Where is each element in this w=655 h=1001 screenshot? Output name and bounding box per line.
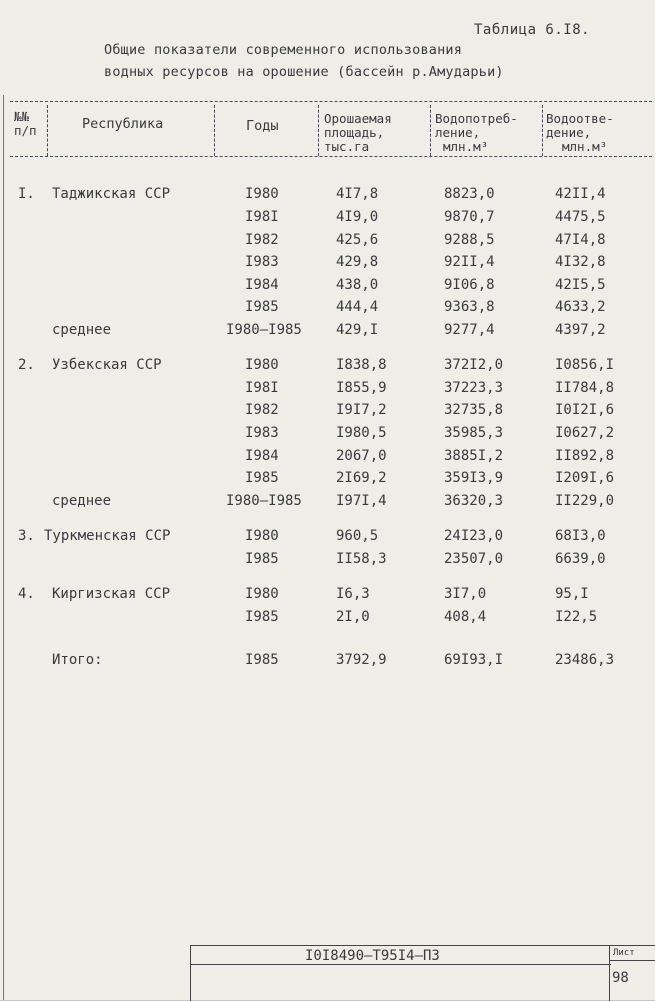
cell-num: 3. <box>18 528 35 544</box>
header-republic: Республика <box>82 116 164 132</box>
cell-drainage: 4633,2 <box>555 299 606 315</box>
cell-year: I980–I985 <box>226 493 302 509</box>
cell-consumption: 35985,3 <box>444 425 504 441</box>
cell-num: I. <box>18 186 35 202</box>
cell-year: I984 <box>245 448 279 464</box>
header-separator <box>542 105 543 156</box>
cell-consumption: 36320,3 <box>444 493 504 509</box>
header-bottom-rule <box>10 156 652 157</box>
header-drainage-line1: Водоотве- <box>546 111 614 126</box>
cell-area: I97I,4 <box>336 493 387 509</box>
cell-area: 4I9,0 <box>336 209 379 225</box>
cell-drainage: I0I2I,6 <box>555 402 615 418</box>
cell-area: 3792,9 <box>336 652 387 668</box>
cell-area: 2I69,2 <box>336 470 387 486</box>
header-consumption-line2: ление, <box>435 125 481 140</box>
cell-year: I980 <box>245 528 279 544</box>
cell-consumption: 9I06,8 <box>444 277 495 293</box>
header-years: Годы <box>246 118 279 134</box>
cell-republic: Итого: <box>52 652 103 668</box>
cell-year: I98I <box>245 209 279 225</box>
cell-area: 429,I <box>336 322 379 338</box>
header-num-line2: п/п <box>14 123 37 138</box>
cell-drainage: II784,8 <box>555 380 615 396</box>
sheet-number: 98 <box>612 970 629 986</box>
cell-consumption: 32735,8 <box>444 402 504 418</box>
cell-republic: Узбекская ССР <box>52 357 162 373</box>
cell-area: I9I7,2 <box>336 402 387 418</box>
cell-drainage: 6639,0 <box>555 551 606 567</box>
header-consumption-line1: Водопотреб- <box>435 111 518 126</box>
cell-drainage: 95,I <box>555 586 589 602</box>
cell-area: I980,5 <box>336 425 387 441</box>
cell-area: 2I,0 <box>336 609 370 625</box>
header-num-line1: №№ <box>14 109 30 124</box>
cell-year: I985 <box>245 652 279 668</box>
cell-drainage: II892,8 <box>555 448 615 464</box>
cell-drainage: 4475,5 <box>555 209 606 225</box>
cell-consumption: 8823,0 <box>444 186 495 202</box>
cell-year: I985 <box>245 551 279 567</box>
cell-republic: среднее <box>52 493 112 509</box>
cell-consumption: 9288,5 <box>444 232 495 248</box>
cell-area: II58,3 <box>336 551 387 567</box>
cell-consumption: 69I93,I <box>444 652 504 668</box>
cell-year: I980 <box>245 186 279 202</box>
cell-year: I984 <box>245 277 279 293</box>
cell-year: I983 <box>245 425 279 441</box>
cell-consumption: 3I7,0 <box>444 586 487 602</box>
cell-consumption: 37223,3 <box>444 380 504 396</box>
cell-consumption: 3885I,2 <box>444 448 504 464</box>
frame-border-left <box>3 95 4 1000</box>
cell-consumption: 9277,4 <box>444 322 495 338</box>
cell-consumption: 9870,7 <box>444 209 495 225</box>
cell-consumption: 92II,4 <box>444 254 495 270</box>
cell-area: 425,6 <box>336 232 379 248</box>
cell-consumption: 359I3,9 <box>444 470 504 486</box>
cell-year: I980 <box>245 357 279 373</box>
sheet-label: Лист <box>613 948 635 958</box>
cell-consumption: 23507,0 <box>444 551 504 567</box>
title-block-divider <box>609 946 610 1001</box>
cell-republic: Туркменская ССР <box>44 528 171 544</box>
header-area-line3: тыс.га <box>324 139 370 154</box>
header-drainage-line3: млн.м³ <box>562 139 608 154</box>
cell-republic: Киргизская ССР <box>52 586 171 602</box>
header-top-rule <box>10 101 652 102</box>
cell-drainage: I0856,I <box>555 357 615 373</box>
cell-drainage: I0627,2 <box>555 425 615 441</box>
cell-year: I985 <box>245 609 279 625</box>
header-separator <box>214 105 215 156</box>
header-separator <box>47 105 48 156</box>
header-area-line1: Орошаемая <box>324 111 392 126</box>
cell-consumption: 372I2,0 <box>444 357 504 373</box>
table-number: Таблица 6.I8. <box>474 22 591 38</box>
cell-year: I983 <box>245 254 279 270</box>
title-block-divider <box>609 960 655 961</box>
cell-consumption: 408,4 <box>444 609 487 625</box>
header-separator <box>318 105 319 156</box>
cell-drainage: I209I,6 <box>555 470 615 486</box>
cell-drainage: 47I4,8 <box>555 232 606 248</box>
cell-drainage: 23486,3 <box>555 652 615 668</box>
cell-drainage: II229,0 <box>555 493 615 509</box>
cell-area: I838,8 <box>336 357 387 373</box>
cell-area: 438,0 <box>336 277 379 293</box>
cell-area: 2067,0 <box>336 448 387 464</box>
title-block-divider <box>191 964 611 965</box>
cell-republic: среднее <box>52 322 112 338</box>
cell-year: I985 <box>245 299 279 315</box>
cell-drainage: 4397,2 <box>555 322 606 338</box>
header-drainage-line2: дение, <box>546 125 592 140</box>
cell-year: I985 <box>245 470 279 486</box>
cell-year: I980 <box>245 586 279 602</box>
cell-drainage: 68I3,0 <box>555 528 606 544</box>
caption-line-1: Общие показатели современного использования <box>104 42 463 58</box>
cell-year: I982 <box>245 402 279 418</box>
cell-drainage: 42II,4 <box>555 186 606 202</box>
header-area-line2: площадь, <box>324 125 385 140</box>
document-code: I0I8490–Т95I4–ПЗ <box>305 948 440 964</box>
cell-area: I6,3 <box>336 586 370 602</box>
cell-consumption: 24I23,0 <box>444 528 504 544</box>
cell-area: I855,9 <box>336 380 387 396</box>
cell-year: I98I <box>245 380 279 396</box>
cell-area: 429,8 <box>336 254 379 270</box>
cell-area: 4I7,8 <box>336 186 379 202</box>
cell-year: I982 <box>245 232 279 248</box>
cell-consumption: 9363,8 <box>444 299 495 315</box>
cell-num: 2. <box>18 357 35 373</box>
cell-area: 960,5 <box>336 528 379 544</box>
cell-year: I980–I985 <box>226 322 302 338</box>
header-consumption-line3: млн.м³ <box>443 139 489 154</box>
caption-line-2: водных ресурсов на орошение (бассейн р.Амударьи) <box>104 64 504 80</box>
cell-drainage: I22,5 <box>555 609 598 625</box>
cell-drainage: 42I5,5 <box>555 277 606 293</box>
header-separator <box>430 105 431 156</box>
cell-drainage: 4I32,8 <box>555 254 606 270</box>
cell-area: 444,4 <box>336 299 379 315</box>
cell-num: 4. <box>18 586 35 602</box>
cell-republic: Таджикская ССР <box>52 186 171 202</box>
